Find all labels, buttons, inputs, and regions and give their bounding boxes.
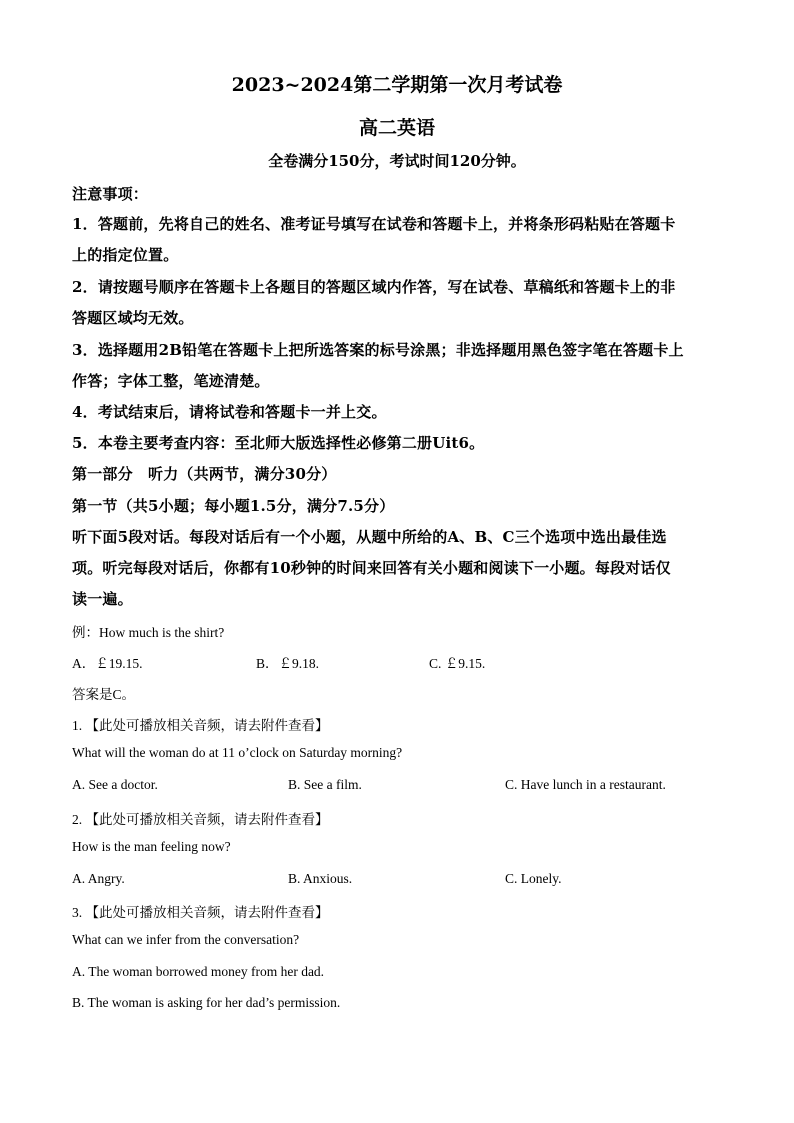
notice-line: 4．考试结束后，请将试卷和答题卡一并上交。 — [72, 403, 387, 421]
option-a: A. Angry. — [72, 871, 125, 886]
notice-line: 作答；字体工整，笔迹清楚。 — [72, 372, 270, 390]
example-option-a: A．￡19.15. — [72, 656, 143, 671]
option-b: B. See a film. — [288, 777, 362, 792]
audio-note: 1. 【此处可播放相关音频，请去附件查看】 — [72, 718, 329, 733]
audio-note: 3. 【此处可播放相关音频，请去附件查看】 — [72, 905, 329, 920]
question-text: What can we infer from the conversation? — [72, 932, 300, 947]
notice-line: 1．答题前，先将自己的姓名、准考证号填写在试卷和答题卡上，并将条形码粘贴在答题卡 — [72, 215, 676, 233]
audio-note: 2. 【此处可播放相关音频，请去附件查看】 — [72, 812, 329, 827]
example-answer: 答案是C。 — [72, 687, 136, 702]
notice-line: 上的指定位置。 — [72, 246, 179, 264]
notice-line: 2．请按题号顺序在答题卡上各题目的答题区域内作答，写在试卷、草稿纸和答题卡上的非 — [72, 278, 676, 296]
instruction-line: 项。听完每段对话后，你都有10秒钟的时间来回答有关小题和阅读下一小题。每段对话仅 — [72, 559, 671, 577]
example-option-b: B．￡9.18. — [256, 656, 320, 671]
option-b: B. Anxious. — [288, 871, 353, 886]
option-a: A. The woman borrowed money from her dad. — [72, 964, 325, 979]
exam-title: 2023~2024第二学期第一次月考试卷 — [231, 74, 563, 96]
example-question: 例：How much is the shirt? — [72, 625, 225, 640]
example-option-c: C. ￡9.15. — [429, 656, 486, 671]
score-info: 全卷满分150分，考试时间120分钟。 — [268, 152, 526, 170]
option-c: C. Have lunch in a restaurant. — [505, 777, 666, 792]
subject-title: 高二英语 — [358, 117, 435, 139]
part1-heading: 第一部分 听力（共两节，满分30分） — [72, 465, 337, 483]
section1-heading: 第一节（共5小题；每小题1.5分，满分7.5分） — [72, 497, 395, 515]
question-text: How is the man feeling now? — [72, 839, 231, 854]
instruction-line: 读一遍。 — [72, 590, 133, 608]
notice-line: 3．选择题用2B铅笔在答题卡上把所选答案的标号涂黑；非选择题用黑色签字笔在答题卡上 — [72, 341, 684, 359]
option-c: C. Lonely. — [505, 871, 562, 886]
notice-line: 答题区域均无效。 — [72, 309, 194, 327]
question-text: What will the woman do at 11 o’clock on Saturday morning? — [72, 745, 403, 760]
notice-heading: 注意事项： — [72, 185, 149, 203]
notice-line: 5．本卷主要考查内容：至北师大版选择性必修第二册Uit6。 — [72, 434, 485, 452]
option-a: A. See a doctor. — [72, 777, 158, 792]
option-b: B. The woman is asking for her dad’s permission. — [72, 995, 341, 1010]
instruction-line: 听下面5段对话。每段对话后有一个小题，从题中所给的A、B、C三个选项中选出最佳选 — [72, 528, 667, 546]
